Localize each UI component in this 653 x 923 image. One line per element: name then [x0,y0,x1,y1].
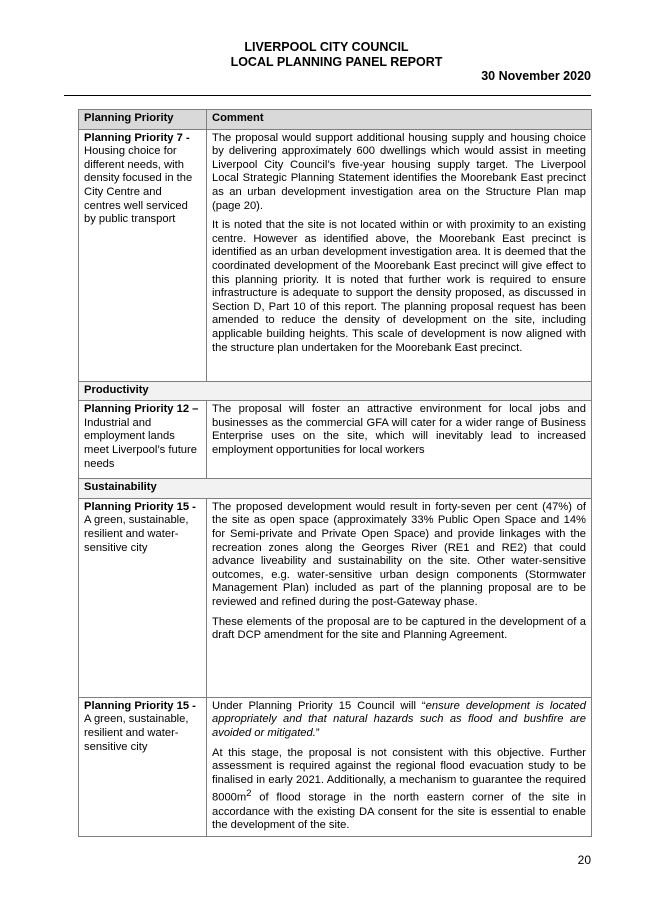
quote-suffix: ” [315,726,320,739]
table-header-row [79,110,592,130]
priority-title: Planning Priority 15 - [84,500,196,513]
comment-paragraph: These elements of the proposal are to be captured in the development of a draft DCP amendment for the site and Planning Agreement. [212,615,586,642]
section-heading-productivity: Productivity [79,381,592,401]
table-row [79,129,592,381]
table-row [79,401,592,479]
comment-paragraph: The proposal will foster an attractive environment for local jobs and businesses as the commercial GFA will cater for a wider range of Business Enterprise uses on the site, which will inevitably lead to increased employment opportunities for local workers [212,403,586,456]
priority-cell [79,697,207,836]
column-header-priority: Planning Priority [79,110,207,130]
priority-description: A green, sustainable, resilient and water-sensitive city [84,514,189,554]
priority-cell [79,401,207,479]
comment-cell [207,697,592,836]
priority-title: Planning Priority 15 - [84,699,196,712]
council-name: LIVERPOOL CITY COUNCIL [244,40,409,54]
column-header-comment: Comment [207,110,592,130]
comment-cell [207,498,592,697]
header-divider [64,95,591,96]
section-heading-sustainability: Sustainability [79,479,592,499]
superscript-2: 2 [246,788,252,799]
priority-description: Industrial and employment lands meet Liverpool’s future needs [84,416,197,470]
priority-cell [79,498,207,697]
report-date: 30 November 2020 [481,69,591,83]
paragraph-text-a: At this stage, the proposal is not consistent with this objective. Further assessment is required against the regional flood evacuation study to be finalised in early 2021. Additionally, a mechanism to guarantee the required 8000m [212,746,586,805]
quote-italic: ensure development is located appropriately and that natural hazards such as flood and bushfire are avoided or mitigated. [212,699,586,739]
comment-paragraph [212,700,586,741]
planning-priority-table [78,109,592,837]
priority-description: Housing choice for different needs, with density focused in the City Centre and centres well serviced by public transport [84,145,193,226]
section-heading-row [79,479,592,499]
comment-paragraph: The proposed development would result in forty-seven per cent (47%) of the site as open space (approximately 33% Public Open Space and 14% for Semi-private and Private Open Space) and provide linkages with the recreation zones along the Georges River (RE1 and RE2) that could advance liveability and sustainability on the site. Other water-sensitive outcomes, e.g. water-sensitive urban design components (Stormwater Management Plan) included as part of the planning proposal are to be reviewed and refined during the post-Gateway phase. [212,500,586,608]
comment-cell [207,401,592,479]
priority-description: A green, sustainable, resilient and water-sensitive city [84,713,189,753]
priority-title: Planning Priority 7 - [84,131,190,144]
report-title: LOCAL PLANNING PANEL REPORT [230,55,443,69]
comment-paragraph: It is noted that the site is not located within or with proximity to an existing centre. However as identified above, the Moorebank East precinct is identified as an urban development investigation area. It is deemed that the coordinated development of the Moorebank East precinct will give effect to this planning priority. It is noted that further work is required to ensure infrastructure is adequate to support the density proposed, as discussed in Section D, Part 10 of this report. The planning proposal request has been amended to reduce the density of development on the site, including applicable building heights. This scale of development is now aligned with the structure plan undertaken for the Moorebank East precinct. [212,219,586,354]
comment-paragraph [212,747,586,833]
comment-cell [207,129,592,381]
section-heading-row [79,381,592,401]
table-row [79,697,592,836]
priority-title: Planning Priority 12 – [84,403,199,416]
paragraph-text-b: of flood storage in the north eastern corner of the site in accordance with the existing DA consent for the site is essential to enable the development of the site. [212,792,586,832]
quote-prefix: Under Planning Priority 15 Council will “ [212,699,426,712]
page-number: 20 [577,853,591,867]
table-row [79,498,592,697]
priority-cell [79,129,207,381]
comment-paragraph: The proposal would support additional housing supply and housing choice by delivering approximately 600 dwellings which would assist in meeting Liverpool City Council’s five-year housing supply target. The Liverpool Local Strategic Planning Statement identifies the Moorebank East precinct as an urban development investigation area on the Structure Plan map (page 20). [212,131,586,212]
